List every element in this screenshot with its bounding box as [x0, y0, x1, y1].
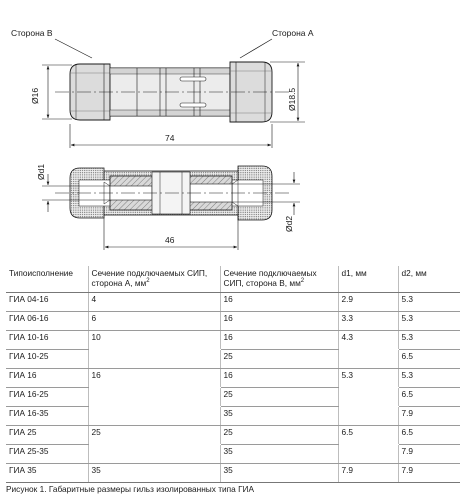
cell-section-a	[88, 407, 220, 426]
cell-d2: 6.5	[398, 350, 460, 369]
cell-d2: 5.3	[398, 312, 460, 331]
cell-d1: 7.9	[338, 464, 398, 483]
cell-section-b: 35	[220, 407, 338, 426]
cell-d2: 7.9	[398, 464, 460, 483]
cell-d1	[338, 407, 398, 426]
cell-d2: 5.3	[398, 369, 460, 388]
table-row	[6, 331, 460, 350]
figure-caption: Рисунок 1. Габаритные размеры гильз изолированных типа ГИА	[6, 484, 255, 494]
cell-type: ГИА 35	[6, 464, 88, 483]
dim-d2-label: Ød2	[284, 215, 294, 232]
table-row	[6, 407, 460, 426]
cell-d2: 7.9	[398, 445, 460, 464]
cell-d1	[338, 445, 398, 464]
dim-d16-label: Ø16	[30, 87, 40, 104]
cell-section-a: 4	[88, 293, 220, 312]
cell-section-a: 16	[88, 369, 220, 388]
table-row	[6, 312, 460, 331]
cell-section-a	[88, 388, 220, 407]
dim-length-74-label: 74	[165, 133, 175, 143]
header-d1: d1, мм	[338, 266, 398, 293]
cell-type: ГИА 16-35	[6, 407, 88, 426]
cell-d2: 5.3	[398, 293, 460, 312]
table-row	[6, 445, 460, 464]
dim-length-46-label: 46	[165, 235, 175, 245]
cell-section-a: 10	[88, 331, 220, 350]
header-section-a: Сечение подключаемых СИП, сторона А, $мм^2$	[88, 266, 220, 293]
cell-type: ГИА 10-25	[6, 350, 88, 369]
header-section-b: Сечение подключаемых СИП, сторона В, $мм^2$	[220, 266, 338, 293]
cell-section-b: 25	[220, 426, 338, 445]
side-b-label: Сторона В	[11, 28, 53, 38]
side-a-leader	[240, 39, 272, 58]
cell-section-a: 25	[88, 426, 220, 445]
cell-d1: 2.9	[338, 293, 398, 312]
side-b-leader	[55, 39, 92, 58]
cell-d1: 6.5	[338, 426, 398, 445]
dim-d18-5-label: Ø18.5	[287, 87, 297, 111]
table-header-row	[6, 266, 460, 293]
cell-d2: 7.9	[398, 407, 460, 426]
cell-d1	[338, 388, 398, 407]
cell-type: ГИА 16	[6, 369, 88, 388]
side-a-label: Сторона А	[272, 28, 314, 38]
cell-section-b: 25	[220, 388, 338, 407]
cell-section-b: 16	[220, 331, 338, 350]
spec-table	[6, 266, 460, 483]
cell-section-b: 16	[220, 312, 338, 331]
table-row	[6, 388, 460, 407]
cell-d1	[338, 350, 398, 369]
cell-d2: 6.5	[398, 426, 460, 445]
cell-d1: 3.3	[338, 312, 398, 331]
cell-d1: 4.3	[338, 331, 398, 350]
table-row	[6, 369, 460, 388]
cell-section-b: 35	[220, 445, 338, 464]
cell-type: ГИА 04-16	[6, 293, 88, 312]
header-type: Типоисполнение	[6, 266, 88, 293]
cell-type: ГИА 16-25	[6, 388, 88, 407]
header-d2: d2, мм	[398, 266, 460, 293]
cell-section-b: 25	[220, 350, 338, 369]
table-row	[6, 426, 460, 445]
cell-section-b: 35	[220, 464, 338, 483]
cell-d2: 5.3	[398, 331, 460, 350]
cell-section-a	[88, 445, 220, 464]
cell-section-a: 6	[88, 312, 220, 331]
cell-type: ГИА 25-35	[6, 445, 88, 464]
cell-section-b: 16	[220, 369, 338, 388]
cell-type: ГИА 25	[6, 426, 88, 445]
cell-d1: 5.3	[338, 369, 398, 388]
table-row	[6, 350, 460, 369]
table-row	[6, 464, 460, 483]
cell-type: ГИА 10-16	[6, 331, 88, 350]
cell-section-b: 16	[220, 293, 338, 312]
table-row	[6, 293, 460, 312]
cell-section-a: 35	[88, 464, 220, 483]
cell-type: ГИА 06-16	[6, 312, 88, 331]
cell-d2: 6.5	[398, 388, 460, 407]
dim-d1-label: Ød1	[36, 163, 46, 180]
cell-section-a	[88, 350, 220, 369]
